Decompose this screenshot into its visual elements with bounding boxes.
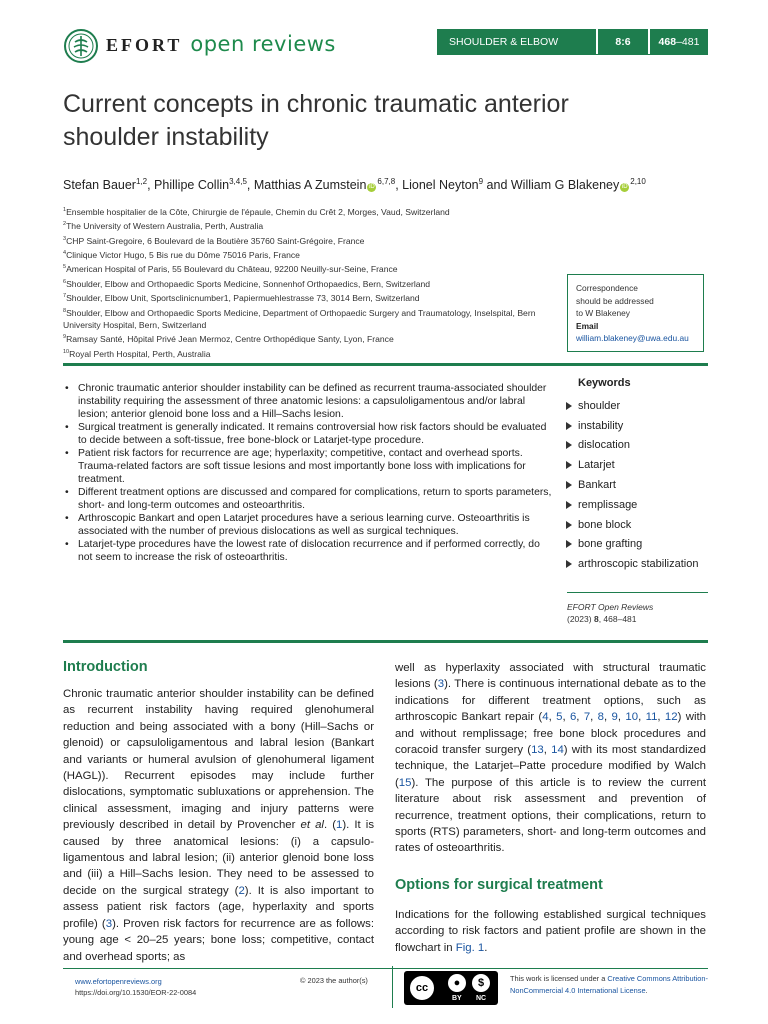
header-rule (437, 54, 708, 55)
affiliation-item (63, 346, 563, 360)
author-separator: , (147, 178, 155, 193)
key-points-list (63, 382, 553, 564)
keyword-label: instability (578, 419, 624, 432)
brand-efort: EFORT (106, 35, 183, 55)
ref-link[interactable]: 5 (556, 711, 563, 724)
triangle-bullet-icon (566, 540, 572, 548)
affiliation-text: Shoulder, Elbow Unit, Sportsclinicnumber1, Papiermuehlestrasse 73, 3014 Bern, Switzerland (66, 293, 420, 304)
triangle-bullet-icon (566, 402, 572, 410)
keyword-label: dislocation (578, 439, 630, 452)
key-point-item: • Patient risk factors for recurrence are age; hyperlaxity; competitive, contact and overhead sports. Trauma-related factors are soft tissue lesions and most importantly bone loss with implications for treatment. (63, 447, 553, 486)
ref-link[interactable]: 2 (238, 884, 245, 897)
affiliation-text: American Hospital of Paris, 55 Boulevard du Château, 92200 Neuilly-sur-Seine, France (66, 264, 398, 275)
key-point-item: • Surgical treatment is generally indicated. It remains controversial how risk factors should be evaluated to decide between a soft-tissue, free bone-block or Latarjet-type procedure. (63, 421, 553, 447)
author-affil-sup: 6,7,8 (377, 177, 396, 186)
ref-link[interactable]: 10 (625, 711, 639, 724)
author-name: Stefan Bauer (63, 178, 136, 193)
key-point-item: • Latarjet-type procedures have the lowest rate of dislocation recurrence and if performed correctly, do not seem to increase the risk of osteoarthritis. (63, 538, 553, 564)
affiliation-item (63, 247, 563, 261)
author-name: Lionel Neyton (402, 178, 479, 193)
affiliation-text: Ensemble hospitalier de la Côte, Chirurgie de l'épaule, Chemin du Crêt 2, Morges, Vaud, Switzerland (66, 206, 450, 217)
affiliation-text: Clinique Victor Hugo, 5 Bis rue du Dôme 75016 Paris, France (66, 249, 300, 260)
affiliation-number: 10 (63, 348, 70, 355)
introduction-paragraph: Chronic traumatic anterior shoulder instability can be defined as recurrent instability having required glenohumeral reduction and being associated with a bony (Hill–Sachs or glenoid) or capsuloligamentous and labral lesion (Bankart and variants or humeral avulsion of glenohumeral ligament (HAGL)). Recurrent episodes may include further dislocations, symptomatic subluxations or apprehension. The clinical assessment, imaging and injury patterns were previously described in detail by Provencher et al. (1). It is caused by three anatomical lesions: (i) a capsulo-ligamentous and labral lesion; (ii) anterior glenoid bone loss and (iii) a Hill–Sachs lesion. They need to be assessed to decide on the surgical strategy (2). It is also important to assess patient risk factors (age, hyperlaxity and sports profile) (3). Proven risk factors for recurrence are as follows: young age < 20–25 years; bone loss; competitive, contact and overhead sports; as (63, 688, 375, 963)
ref-link[interactable]: 11 (645, 711, 658, 724)
citation-box (567, 592, 708, 625)
triangle-bullet-icon (566, 441, 572, 449)
keyword-item[interactable] (566, 396, 716, 416)
options-paragraph: Indications for the following established surgical techniques according to risk factors and patient profile are shown in the flowchart in Fig. 1. (395, 909, 706, 954)
journal-url-link[interactable]: www.efortopenreviews.org (75, 977, 162, 986)
footer-links (75, 976, 196, 998)
affiliation-number: 4 (63, 250, 67, 257)
cc-nc-label: NC (476, 995, 487, 1002)
affiliation-number: 6 (63, 278, 67, 285)
ref-link[interactable]: 6 (569, 711, 577, 724)
affiliation-number: 3 (63, 235, 67, 242)
cc-license-badge[interactable] (404, 971, 498, 1005)
abstract-bottom-rule (63, 640, 708, 643)
brand-open-reviews: open reviews (190, 32, 336, 56)
affiliations (63, 204, 563, 360)
affiliation-number: 2 (63, 221, 67, 228)
author-affil-sup: 2,10 (630, 177, 646, 186)
affiliation-number: 8 (63, 307, 67, 314)
person-icon: ● (448, 974, 466, 992)
affiliation-text: Ramsay Santé, Hôpital Privé Jean Mermoz, Centre Orthopédique Santy, Lyon, France (66, 334, 394, 345)
author-separator: , (395, 178, 403, 193)
keyword-label: remplissage (578, 498, 638, 511)
keyword-item[interactable] (566, 515, 716, 535)
keyword-item[interactable] (566, 554, 716, 574)
ref-link[interactable]: 15 (398, 776, 412, 789)
ref-link[interactable]: 4 (542, 711, 549, 724)
journal-brand (106, 32, 336, 58)
ref-link[interactable]: 8 (597, 711, 605, 724)
author-name: Matthias A Zumstein (253, 178, 367, 193)
introduction-heading: Introduction (63, 659, 148, 675)
options-heading: Options for surgical treatment (395, 877, 603, 893)
affiliation-text: Royal Perth Hospital, Perth, Australia (69, 348, 211, 359)
author-name: Phillipe Collin (154, 178, 230, 193)
volume-issue: 8:6 (598, 29, 648, 54)
no-dollar-icon: $ (472, 974, 490, 992)
efort-logo-icon (63, 28, 99, 64)
affiliation-item (63, 276, 563, 290)
keyword-label: arthroscopic stabilization (578, 558, 699, 571)
corr-line-1: Correspondence (576, 283, 638, 293)
keyword-item[interactable] (566, 436, 716, 456)
affiliation-number: 7 (63, 293, 67, 300)
corr-line-3: to W Blakeney (576, 308, 630, 318)
affiliation-text: CHP Saint-Gregoire, 6 Boulevard de la Boutière 35760 Saint-Grégoire, France (66, 235, 365, 246)
footer-divider (392, 966, 393, 1008)
ref-link[interactable]: 9 (611, 711, 618, 724)
doi-text[interactable]: https://doi.org/10.1530/EOR-22-0084 (75, 988, 197, 997)
keyword-label: Latarjet (578, 459, 615, 472)
key-point-item: • Different treatment options are discussed and compared for complications, return to sports parameters, short- and long-term outcomes and osteoarthritis. (63, 486, 553, 512)
keyword-label: bone block (578, 518, 632, 531)
correspondence-box (567, 274, 704, 352)
triangle-bullet-icon (566, 481, 572, 489)
triangle-bullet-icon (566, 461, 572, 469)
keywords-list (566, 396, 716, 574)
ref-link[interactable]: 3 (105, 917, 113, 930)
article-title: Current concepts in chronic traumatic anterior shoulder instability (63, 90, 569, 151)
figure-link[interactable]: Fig. 1 (455, 941, 485, 954)
affiliation-number: 9 (63, 334, 67, 341)
triangle-bullet-icon (566, 560, 572, 568)
corr-line-2: should be addressed (576, 295, 654, 306)
keyword-label: Bankart (578, 479, 616, 492)
citation-details: (2023) 8, 468–481 (567, 614, 637, 624)
orcid-icon[interactable]: iD (369, 184, 375, 191)
corr-email-link[interactable]: william.blakeney@uwa.edu.au (576, 333, 689, 343)
ref-link[interactable]: 3 (437, 678, 445, 691)
affiliation-item (63, 204, 563, 218)
orcid-icon[interactable]: iD (621, 184, 628, 191)
ref-link[interactable]: 13 (531, 744, 544, 757)
affiliation-item (63, 218, 563, 232)
affiliation-item (63, 290, 563, 304)
affiliation-item (63, 331, 563, 345)
keyword-item[interactable] (566, 416, 716, 436)
affiliation-number: 1 (63, 207, 67, 213)
keyword-item[interactable] (566, 535, 716, 555)
ref-link[interactable]: 7 (583, 711, 591, 724)
triangle-bullet-icon (566, 422, 572, 430)
author-affil-sup: 9 (478, 177, 484, 186)
ref-link[interactable]: 12 (664, 711, 678, 724)
keywords-title: Keywords (578, 377, 631, 389)
cc-by-label: BY (452, 995, 462, 1002)
author-name: William G Blakeney (510, 178, 620, 193)
citation-journal: EFORT Open Reviews (567, 602, 654, 612)
footer-rule (63, 968, 708, 969)
triangle-bullet-icon (566, 501, 572, 509)
keyword-label: shoulder (578, 399, 621, 412)
page-range: 468 –481 (650, 29, 708, 54)
keyword-label: bone grafting (578, 538, 643, 551)
affiliation-number: 5 (63, 264, 67, 271)
license-text: This work is licensed under a Creative Commons Attribution-NonCommercial 4.0 International License. (510, 974, 708, 995)
affiliation-text: Shoulder, Elbow and Orthopaedic Sports Medicine, Department of Orthopaedic Surgery and Traumatology, Inselspital, Bern University Hospital, Bern, Switzerland (63, 307, 536, 330)
key-point-item: • Chronic traumatic anterior shoulder instability can be defined as recurrent trauma-associated shoulder instability requiring the assessment of three anatomic lesions: a capsuloligamentous and/or labral lesion; anterior glenoid bone loss and a Hill–Sachs lesion. (63, 382, 553, 421)
keyword-item[interactable] (566, 495, 716, 515)
affiliation-text: Shoulder, Elbow and Orthopaedic Sports Medicine, Sonnenhof Orthopaedics, Bern, Switzerland (66, 278, 431, 289)
ref-link[interactable]: 1 (336, 819, 343, 832)
author-affil-sup: 3,4,5 (229, 177, 247, 186)
corr-email-label: Email (576, 320, 599, 331)
affiliation-text: The University of Western Australia, Perth, Australia (66, 221, 264, 232)
copyright-text: © 2023 the author(s) (300, 976, 368, 985)
author-list (63, 177, 723, 192)
introduction-continued: well as hyperlaxity associated with structural traumatic lesions (3). There is continuous international debate as to the indications for different treatment options, such as arthroscopic Bankart repair (4, 5, 6, 7, 8, 9, 10, 11, 12) with and without remplissage; free bone block procedures and coracoid transfer surgery (13, 14) with its most standardized technique, the Latarjet–Patte procedure modified by Walch (15). The purpose of this article is to review the current literature about risk assessment and prevention of recurrence, treatment options, their complications, return to sports (RTS) parameters, short- and long-term outcomes and rates of osteoarthritis. (395, 662, 706, 855)
abstract-top-rule (63, 363, 708, 366)
affiliation-item (63, 305, 563, 332)
affiliation-item (63, 233, 563, 247)
keyword-item[interactable] (566, 475, 716, 495)
author-separator: , (246, 178, 254, 193)
license-link[interactable]: Creative Commons Attribution-NonCommercial 4.0 International License (510, 974, 708, 995)
key-point-item: • Arthroscopic Bankart and open Latarjet procedures have a serious learning curve. Osteoarthritis is associated with the number of previous dislocations as well as surgical techniques. (63, 512, 553, 538)
author-separator: and (483, 178, 511, 193)
author-affil-sup: 1,2 (135, 177, 148, 186)
section-label: SHOULDER & ELBOW (437, 29, 596, 54)
triangle-bullet-icon (566, 521, 572, 529)
cc-icon: cc (408, 974, 436, 1002)
keyword-item[interactable] (566, 455, 716, 475)
ref-link[interactable]: 14 (551, 744, 564, 757)
affiliation-item (63, 261, 563, 275)
